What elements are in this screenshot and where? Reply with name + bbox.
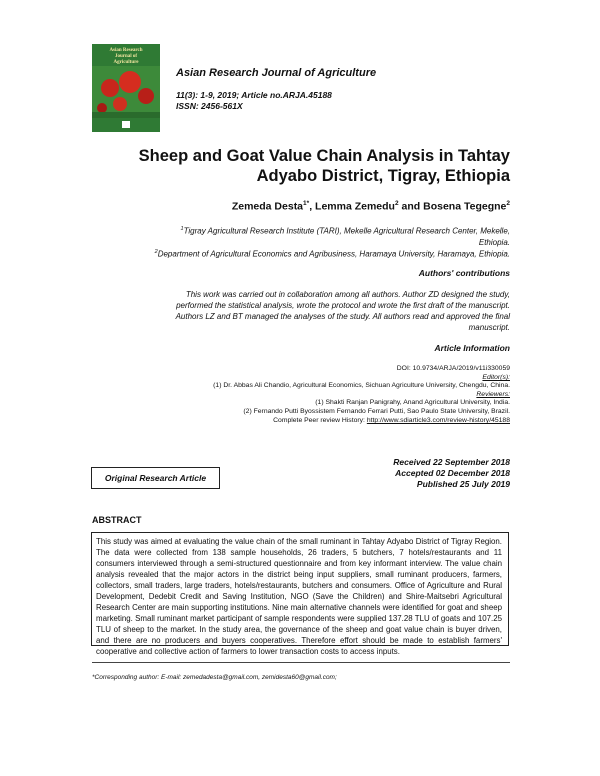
author-superscript: 2 xyxy=(506,200,510,207)
contributions-line: manuscript. xyxy=(468,323,510,332)
doi: DOI: 10.9734/ARJA/2019/v11i330059 xyxy=(396,365,510,372)
article-type-badge: Original Research Article xyxy=(91,467,220,489)
contributions-line: Authors LZ and BT managed the analyses of the study. All authors read and approved the final xyxy=(175,312,510,321)
author-name: Lemma Zemedu xyxy=(315,200,395,213)
contributions-heading: Authors' contributions xyxy=(418,268,510,278)
journal-volume: 11(3): 1-9, 2019; Article no.ARJA.45188 xyxy=(176,90,332,100)
affiliation-2 xyxy=(90,247,510,260)
abstract-heading: ABSTRACT xyxy=(92,515,142,525)
paper-title-line2: Adyabo District, Tigray, Ethiopia xyxy=(256,167,510,185)
peer-review-history xyxy=(90,417,510,426)
published-date: Published 25 July 2019 xyxy=(416,479,510,489)
affiliation-1-sup: 1 xyxy=(180,226,184,232)
author-list xyxy=(90,200,510,213)
peer-review-history-label: Complete Peer review History: xyxy=(273,417,367,424)
editors-heading: Editor(s): xyxy=(482,374,510,381)
reviewers-heading: Reviewers: xyxy=(476,391,510,398)
cover-title-line3: Agriculture xyxy=(113,60,139,65)
journal-issn: ISSN: 2456-561X xyxy=(176,101,243,111)
reviewer-entry: (2) Fernando Putti Byossistem Fernando Ferrari Putti, Sao Paulo State University, Brazil. xyxy=(243,408,510,415)
affiliation-2-text: Department of Agricultural Economics and Agribusiness, Haramaya University, Haramaya, Ethiopia. xyxy=(157,249,510,259)
journal-name: Asian Research Journal of Agriculture xyxy=(176,67,377,79)
affiliation-1-text: Tigray Agricultural Research Institute (TARI), Mekelle Agricultural Research Center, Mekelle, xyxy=(183,226,510,236)
cover-publisher-logo xyxy=(122,121,130,128)
author-name: Zemeda Desta xyxy=(231,200,304,213)
cover-title-line1: Asian Research xyxy=(109,48,143,53)
paper-title xyxy=(90,146,510,186)
paper-title-line1: Sheep and Goat Value Chain Analysis in Tahtay xyxy=(138,147,510,165)
cover-flowers-illustration xyxy=(92,66,160,118)
affiliation-1 xyxy=(90,224,510,248)
contributions-line: This work was carried out in collaboration among all authors. Author ZD designed the study, xyxy=(185,290,510,299)
reviewer-entry: (1) Shakti Ranjan Panigrahy, Anand Agricultural University, India. xyxy=(315,399,510,406)
affiliation-2-sup: 2 xyxy=(154,249,158,255)
author-separator: and xyxy=(398,200,424,213)
article-info-heading: Article Information xyxy=(434,343,510,353)
accepted-date: Accepted 02 December 2018 xyxy=(395,468,510,478)
author-name: Bosena Tegegne xyxy=(423,200,507,213)
journal-cover-image xyxy=(92,44,160,132)
author-superscript: 2 xyxy=(394,200,399,207)
cover-title-line2: Journal of xyxy=(114,54,138,59)
corresponding-author: *Corresponding author: E-mail: zemedadesta@gmail.com, zemidesta60@gmail.com; xyxy=(92,674,337,681)
abstract-text: This study was aimed at evaluating the value chain of the small ruminant in Tahtay Adyabo District of Tigray Region. The data were collected from 138 sample households, 26 traders, 5 butchers, 7 hotels/restaurants and 11 consumers interviewed through a semi-structured questionnaire and from key informant interview. The value chain analysis revealed that the major actors in the district being input suppliers, small ruminant producers, farmers, collectors, small traders, large traders, hotels/restaurants, butchers and consumers. Office of Agriculture and Rural Development, Dedebit Credit and Saving Institution, NGO (Save the Children) and Shire-Maitsebri Agricultural Research Center are main supporting institutions. Nine main alternative channels were identified for goat and sheep marketing. Small ruminant market participant of sample respondents were supplied 137.28 TLU of goats and 107.25 TLU of sheep to the market. In the study area, the governance of the sheep and goat value chain is buyer driven, and there are no producers and buyers cooperatives. Therefore effort should be made to establish farmers' cooperative and collective action of farmers to lower transaction costs to access inputs. xyxy=(91,532,509,646)
contributions-text xyxy=(90,289,510,333)
author-superscript: 1* xyxy=(303,200,310,207)
peer-review-history-link[interactable]: http://www.sdiarticle3.com/review-history/45188 xyxy=(366,417,510,424)
author-separator: , xyxy=(309,200,316,213)
footer-divider xyxy=(92,662,510,663)
received-date: Received 22 September 2018 xyxy=(393,457,510,467)
editor-entry: (1) Dr. Abbas Ali Chandio, Agricultural Economics, Sichuan Agriculture University, Chengdu, China. xyxy=(213,382,510,389)
contributions-line: performed the statistical analysis, wrote the protocol and wrote the first draft of the manuscript. xyxy=(176,301,510,310)
cover-title xyxy=(96,48,156,66)
affiliation-1-country: Ethiopia. xyxy=(478,237,510,247)
